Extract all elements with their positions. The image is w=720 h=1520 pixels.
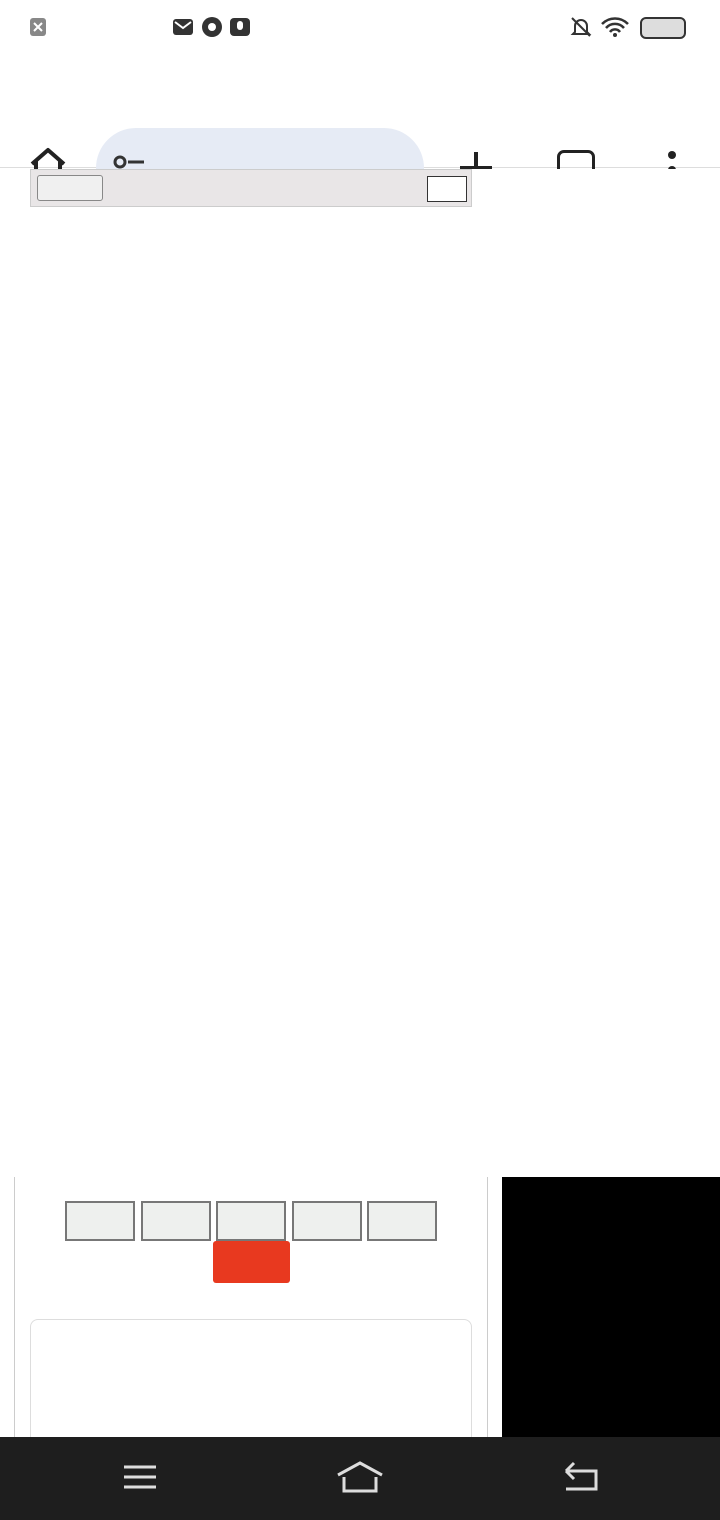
close-notification-icon	[28, 16, 50, 38]
divider	[487, 1177, 488, 1437]
mute-bell-icon	[570, 16, 592, 38]
paito-grid	[22, 169, 720, 1177]
chrome-icon	[201, 16, 223, 38]
mail-icon	[172, 16, 194, 38]
jml-button[interactable]	[367, 1201, 437, 1241]
system-nav-bar	[0, 1437, 720, 1520]
reset-button[interactable]	[213, 1241, 290, 1283]
ad-area	[502, 1177, 720, 1437]
home-nav-icon[interactable]	[334, 1459, 386, 1495]
color-toolbar	[30, 169, 472, 207]
browser-toolbar	[0, 56, 720, 168]
back-icon[interactable]	[560, 1459, 600, 1495]
status-bar	[0, 0, 720, 56]
divider	[14, 1177, 15, 1437]
as-button[interactable]	[65, 1201, 135, 1241]
recent-apps-icon[interactable]	[122, 1459, 158, 1495]
kop-button[interactable]	[141, 1201, 211, 1241]
wifi-icon	[600, 16, 630, 38]
kep-button[interactable]	[216, 1201, 286, 1241]
page-content	[0, 169, 720, 1437]
microphone-icon	[229, 16, 251, 38]
ekr-button[interactable]	[292, 1201, 362, 1241]
reset-colors-button[interactable]	[37, 175, 103, 201]
battery-icon	[640, 17, 686, 39]
brush-button[interactable]	[427, 176, 467, 202]
notice-box	[30, 1319, 472, 1437]
